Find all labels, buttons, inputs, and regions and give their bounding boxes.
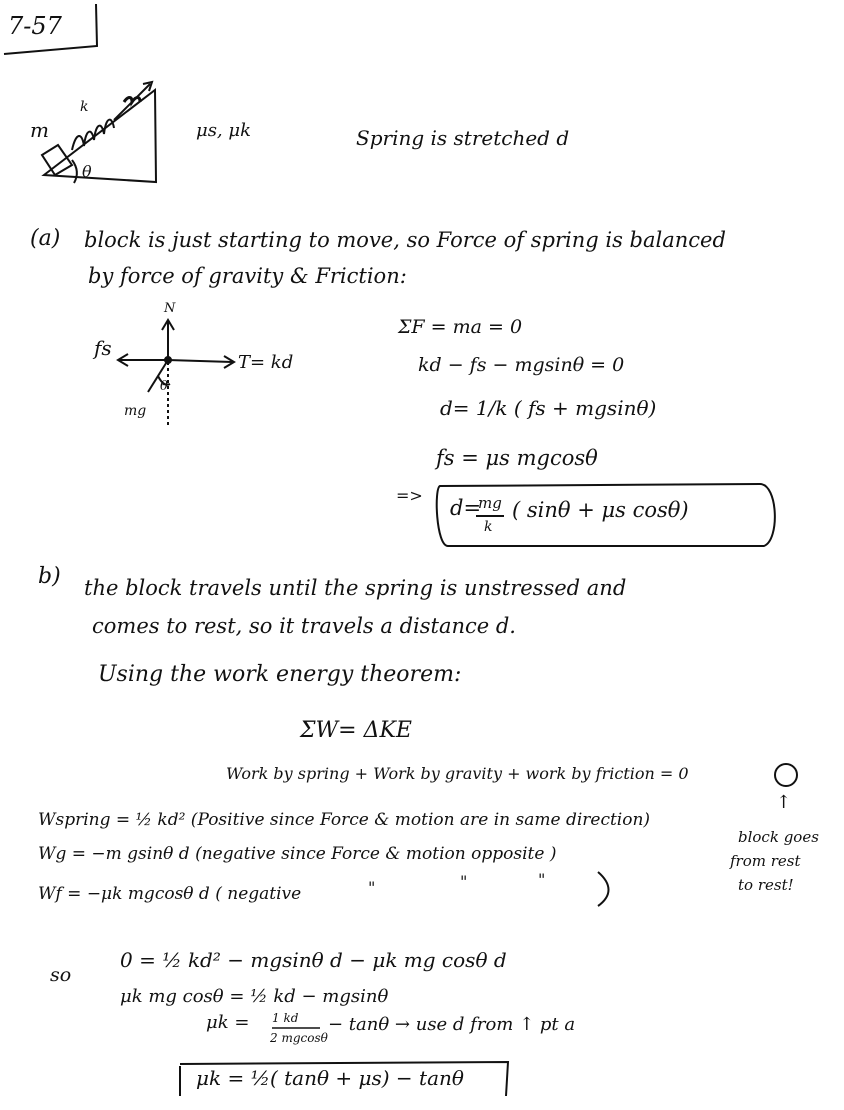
ditto-mark-2: " bbox=[460, 872, 468, 891]
part-b-line3: Using the work energy theorem: bbox=[98, 662, 462, 687]
implies-arrow: => bbox=[396, 486, 423, 505]
equation-b1: 0 = ½ kd² − mgsinθ d − μk mg cosθ d bbox=[120, 948, 507, 972]
part-b-line1: the block travels until the spring is unstressed and bbox=[84, 576, 627, 600]
part-b-line2: comes to rest, so it travels a distance d. bbox=[92, 614, 516, 638]
work-sum: Work by spring + Work by gravity + work by friction = 0 bbox=[226, 764, 689, 783]
result-a-prefix: d= bbox=[450, 496, 482, 520]
incline-triangle bbox=[44, 90, 156, 182]
fbd-weight-label: mg bbox=[124, 403, 147, 419]
equation-static-friction: fs = μs mgcosθ bbox=[436, 446, 598, 470]
work-spring: Wspring = ½ kd² (Positive since Force & motion are in same direction) bbox=[38, 810, 651, 830]
block-dot bbox=[165, 357, 171, 363]
final-answer: μk = ½( tanθ + μs) − tanθ bbox=[196, 1066, 464, 1090]
part-a-intro-line2: by force of gravity & Friction: bbox=[88, 264, 407, 288]
equation-b3-prefix: μk = bbox=[206, 1012, 250, 1033]
ditto-mark-1: " bbox=[368, 878, 376, 897]
block-shape bbox=[42, 145, 72, 175]
ditto-mark-3: " bbox=[538, 870, 546, 889]
equation-b2: μk mg cosθ = ½ kd − mgsinθ bbox=[120, 986, 389, 1007]
mass-label: m bbox=[30, 118, 49, 142]
part-a-marker: (a) bbox=[30, 226, 61, 251]
fbd-tension-label: T= kd bbox=[238, 352, 294, 373]
spring-note: Spring is stretched d bbox=[356, 126, 570, 150]
fbd-normal-label: N bbox=[164, 301, 176, 316]
spring-constant-label: k bbox=[80, 99, 89, 115]
closing-paren bbox=[598, 872, 609, 906]
work-friction: Wf = −μk mgcosθ d ( negative bbox=[38, 884, 302, 904]
angle-arc bbox=[72, 160, 77, 183]
fbd-angle-label: θ bbox=[160, 379, 168, 394]
work-gravity: Wg = −m gsinθ d (negative since Force & motion opposite ) bbox=[38, 844, 557, 864]
equation-balance: kd − fs − mgsinθ = 0 bbox=[418, 354, 625, 376]
result-a-numerator: mg bbox=[478, 494, 502, 512]
rest-note-line3: to rest! bbox=[738, 876, 794, 894]
rest-note-line1: block goes bbox=[738, 828, 819, 846]
zero-circle bbox=[775, 764, 797, 786]
tension-arrow bbox=[168, 360, 232, 362]
result-a-denominator: k bbox=[484, 519, 493, 535]
work-energy-theorem: ΣW= ΔKE bbox=[300, 718, 412, 743]
incline-diagram bbox=[42, 82, 156, 183]
equation-b3-suffix: − tanθ → use d from ↑ pt a bbox=[328, 1014, 576, 1035]
part-a-intro-line1: block is just starting to move, so Force of spring is balanced bbox=[84, 228, 726, 252]
result-a-expression: ( sinθ + μs cosθ) bbox=[512, 498, 689, 522]
friction-coefficients: μs, μk bbox=[196, 120, 251, 141]
incline-angle-label: θ bbox=[82, 162, 92, 181]
part-b-marker: b) bbox=[38, 564, 61, 589]
equation-d-solve: d= 1/k ( fs + mgsinθ) bbox=[440, 396, 657, 420]
equation-b3-denominator: 2 mgcosθ bbox=[270, 1031, 328, 1045]
rest-note-line2: from rest bbox=[730, 852, 801, 870]
problem-number: 7-57 bbox=[8, 12, 62, 40]
fbd-friction-label: fs bbox=[94, 336, 112, 360]
spring-end-coils bbox=[124, 98, 140, 103]
equation-b3-numerator: 1 kd bbox=[272, 1011, 299, 1025]
up-arrow-note: ↑ bbox=[776, 792, 792, 813]
equation-sum-forces: ΣF = ma = 0 bbox=[398, 316, 523, 338]
so-label: so bbox=[50, 964, 72, 986]
spring-coil bbox=[72, 120, 114, 150]
